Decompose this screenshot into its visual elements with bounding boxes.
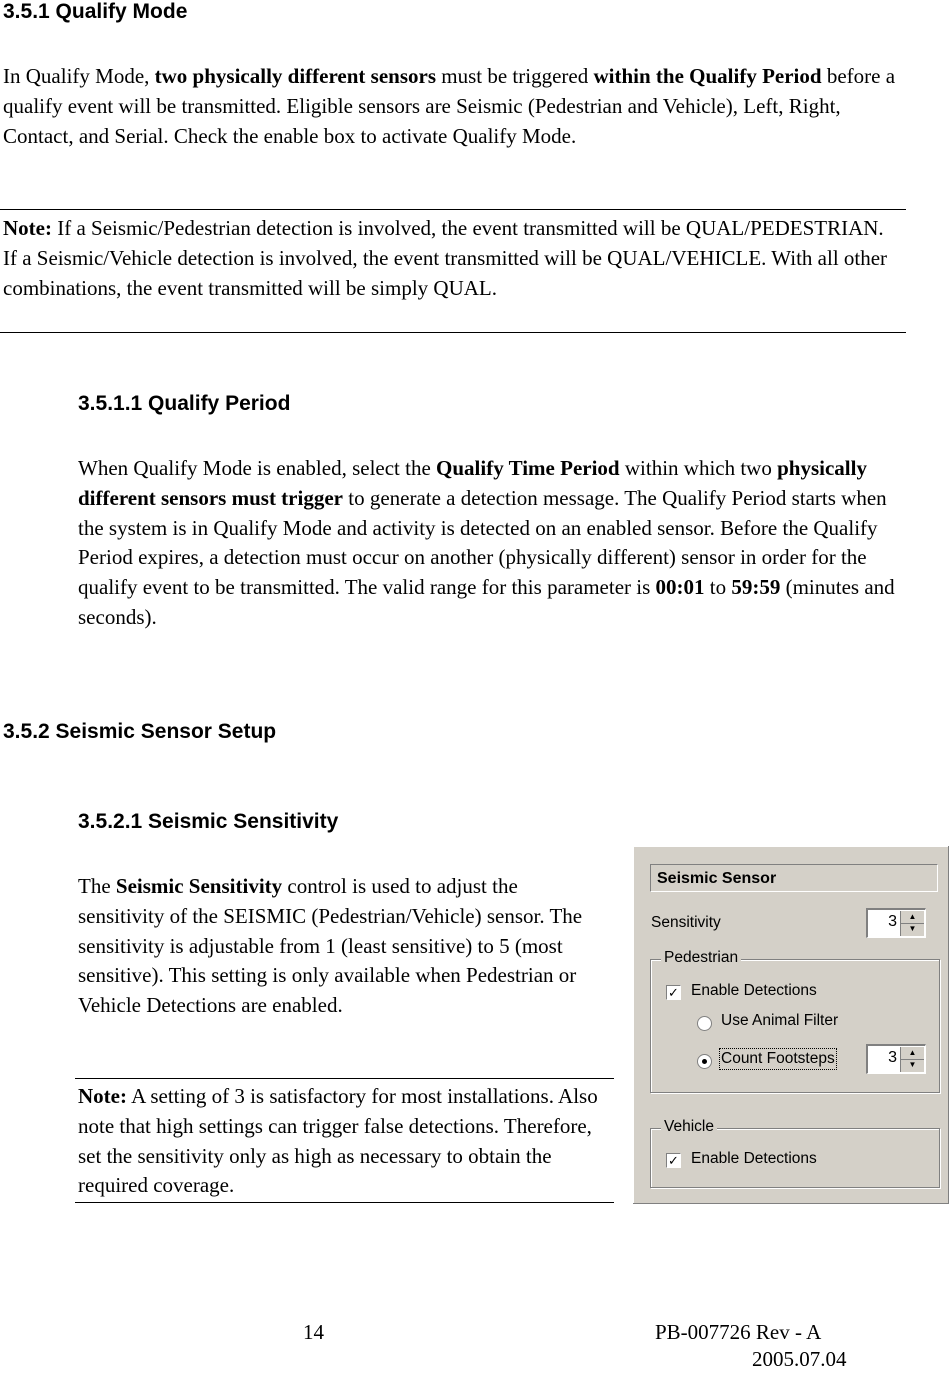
sensitivity-note-text: A setting of 3 is satisfactory for most installations. Also note that high settings can trigger false detections. Therefore, set the sensitivity only as high as necessary to obtain the required coverage.	[78, 1084, 598, 1198]
veh-enable-checkbox[interactable]	[666, 1153, 681, 1168]
note-rule-top	[0, 209, 906, 210]
count-footsteps-radio[interactable]	[697, 1054, 712, 1069]
animal-filter-radio[interactable]	[697, 1016, 712, 1031]
note-text: If a Seismic/Pedestrian detection is involved, the event transmitted will be QUAL/PEDESTRIAN. If a Seismic/Vehicle detection is involved, the event transmitted will be QUAL/VEHICLE. With all other combinations, the event transmitted will be simply QUAL.	[3, 216, 888, 300]
veh-enable-label: Enable Detections	[691, 1150, 817, 1167]
spin-down-icon[interactable]: ▼	[908, 924, 917, 933]
bold-run: two physically different sensors	[154, 64, 436, 88]
spinner-buttons	[900, 911, 924, 936]
bold-run: 59:59	[731, 575, 781, 600]
section-heading-3-5-2: 3.5.2 Seismic Sensor Setup	[3, 720, 277, 743]
vehicle-group-label: Vehicle	[661, 1118, 717, 1136]
bold-run: Seismic Sensitivity	[115, 874, 283, 898]
check-icon: ✓	[668, 985, 679, 1000]
bold-run: physically different sensors must trigger	[78, 456, 867, 510]
sensitivity-note-label: Note:	[78, 1084, 127, 1108]
text-run: control is used to adjust the sensitivity of the SEISMIC (Pedestrian/Vehicle) sensor. The sensitivity is adjustable from 1 (least sensitive) to 5 (most sensitive). This setting is only available when Pedestrian or Vehicle Detections are enabled.	[78, 874, 583, 1018]
sensitivity-spinner[interactable]	[866, 908, 926, 938]
text-run: In Qualify Mode,	[3, 64, 155, 88]
ped-enable-checkbox[interactable]	[666, 985, 681, 1000]
text-run: (minutes and seconds).	[78, 575, 895, 629]
section-heading-3-5-1: 3.5.1 Qualify Mode	[3, 0, 188, 23]
sensitivity-value: 3	[888, 913, 897, 930]
bold-run: Qualify Time Period	[436, 456, 620, 480]
spin-up-icon[interactable]: ▲	[901, 911, 924, 924]
spin-down-icon[interactable]: ▼	[908, 1060, 917, 1069]
note-rule-bottom	[0, 332, 906, 333]
sensitivity-note	[78, 1082, 613, 1201]
page-number: 14	[303, 1320, 324, 1344]
qualify-note	[3, 214, 898, 303]
sensitivity-label: Sensitivity	[651, 914, 721, 931]
pedestrian-group-label: Pedestrian	[661, 949, 741, 967]
note-label: Note:	[3, 216, 52, 240]
seismic-sensitivity-paragraph	[78, 872, 608, 1021]
text-run: to generate a detection message. The Qualify Period starts when the system is in Qualify Mode and activity is detected on an enabled sensor. Before the Qualify Period expires, a detection must occur on another (physically different) sensor in order for the qualify event to be transmitted. The valid range for this parameter is	[78, 485, 887, 600]
section-heading-3-5-2-1: 3.5.2.1 Seismic Sensitivity	[78, 810, 339, 833]
bold-run: 00:01	[655, 575, 705, 600]
qualify-mode-paragraph	[3, 62, 908, 151]
footsteps-spinner[interactable]	[866, 1044, 926, 1074]
doc-date: 2005.07.04	[752, 1347, 847, 1371]
pedestrian-group	[650, 949, 940, 1093]
text-run: to	[704, 575, 732, 600]
bold-run: within the Qualify Period	[593, 64, 822, 88]
panel-title: Seismic Sensor	[650, 864, 938, 892]
text-run: When Qualify Mode is enabled, select the	[78, 456, 437, 480]
sensitivity-note-rule-bottom	[75, 1202, 614, 1203]
text-run: before a qualify event will be transmitted. Eligible sensors are Seismic (Pedestrian and Vehicle), Left, Right, Contact, and Serial. Check the enable box to activate Qualify Mode.	[3, 64, 896, 148]
count-footsteps-label: Count Footsteps	[721, 1050, 835, 1067]
ped-enable-label: Enable Detections	[691, 982, 817, 999]
seismic-sensor-panel	[632, 845, 950, 1205]
section-heading-3-5-1-1: 3.5.1.1 Qualify Period	[78, 392, 291, 415]
vehicle-group	[650, 1118, 940, 1188]
text-run: The	[78, 874, 116, 898]
spin-up-icon[interactable]: ▲	[901, 1047, 924, 1060]
footsteps-value: 3	[888, 1049, 897, 1066]
doc-id: PB-007726 Rev - A	[655, 1320, 822, 1344]
qualify-period-paragraph	[78, 454, 908, 633]
footsteps-spinner-buttons	[900, 1047, 924, 1072]
text-run: within which two	[619, 456, 778, 480]
text-run: must be triggered	[436, 64, 594, 88]
check-icon: ✓	[668, 1153, 679, 1168]
sensitivity-note-rule-top	[75, 1078, 614, 1079]
animal-filter-label: Use Animal Filter	[721, 1012, 839, 1029]
